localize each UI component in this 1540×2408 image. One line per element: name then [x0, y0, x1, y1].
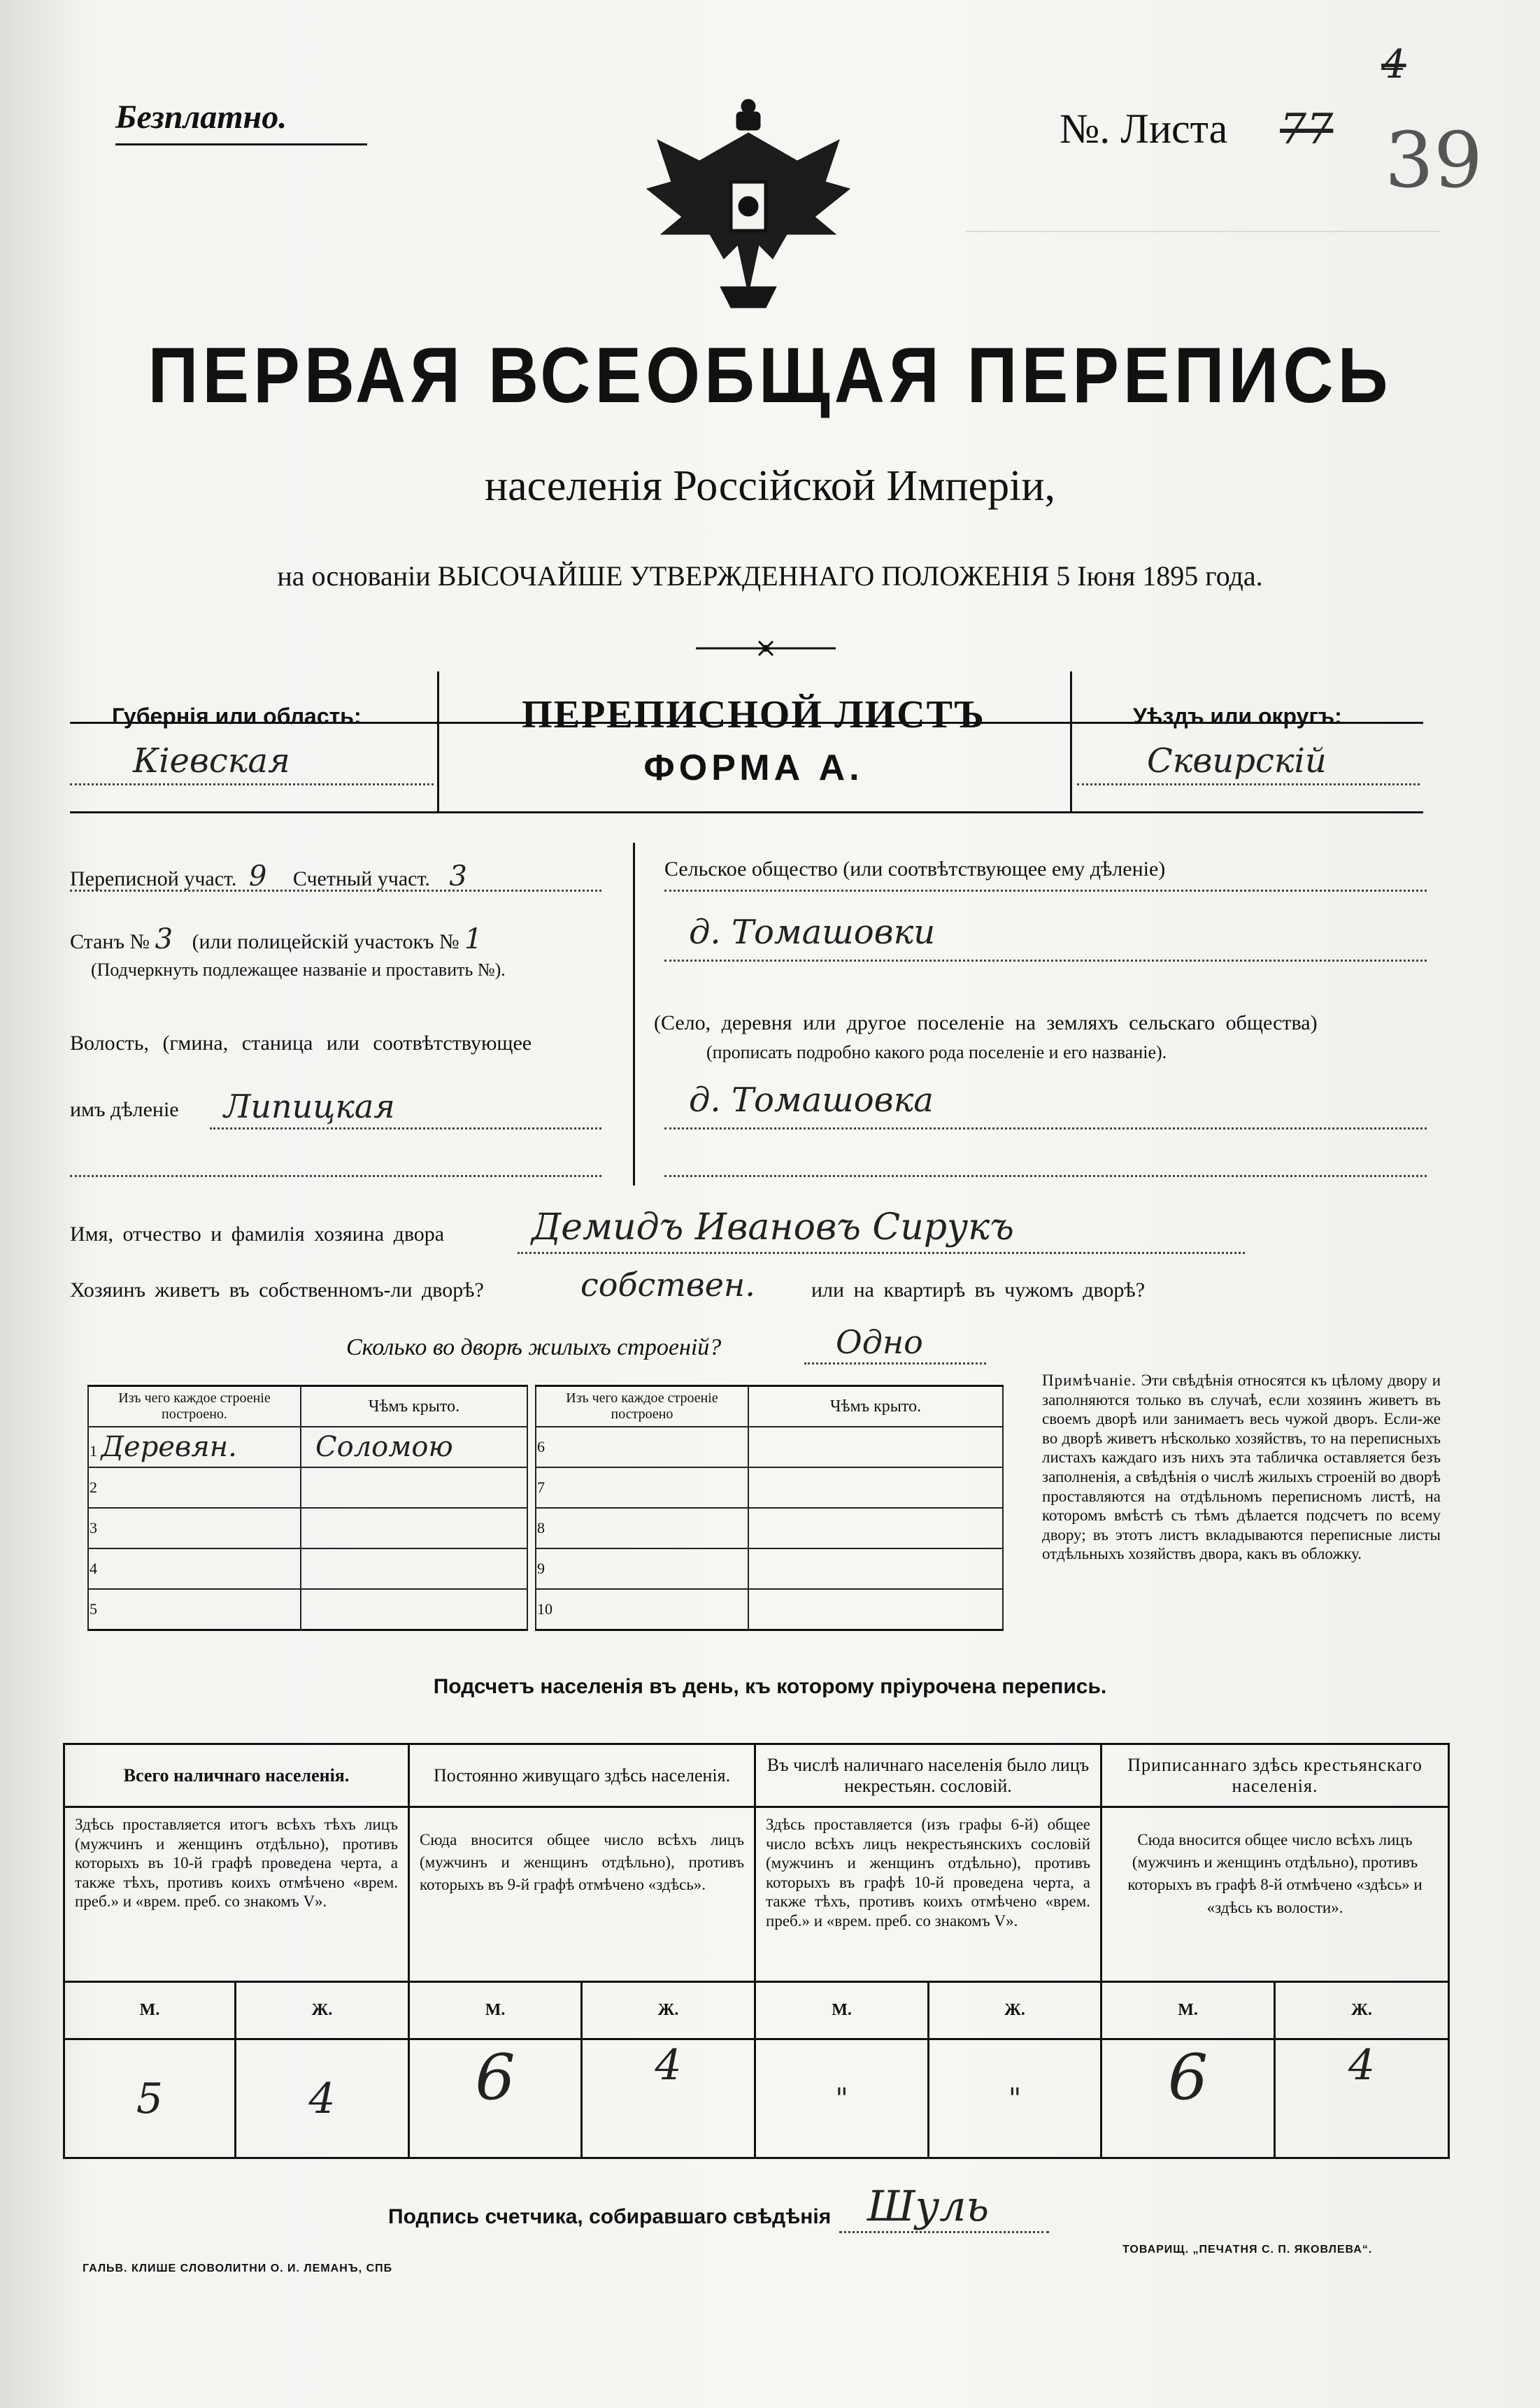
- owner-name-label: Имя, отчество и фамилія хозяина двора: [70, 1223, 445, 1246]
- structures-table-right: [535, 1385, 1004, 1631]
- structure-row: [536, 1548, 748, 1589]
- signature-label: Подпись счетчика, собиравшаго свѣдѣнія: [388, 2205, 832, 2228]
- structures-col-material: Изъ чего каждое строеніе построено.: [88, 1386, 301, 1427]
- signature-value: Шуль: [867, 2182, 990, 2231]
- structures-col-material-right: Изъ чего каждое строеніе построено: [536, 1386, 748, 1427]
- schet-value: 3: [449, 860, 467, 892]
- volost-value: Липицкая: [224, 1088, 395, 1125]
- police-no-icon: №: [439, 930, 459, 953]
- village-line-2: [664, 1175, 1427, 1177]
- sheet-number-label: №. Листа: [1060, 106, 1228, 152]
- female-count: 4: [236, 2039, 409, 2158]
- note-head: Примѣчаніе.: [1042, 1372, 1136, 1389]
- population-title: Подсчетъ населенія въ день, къ которому пріурочена перепись.: [433, 1675, 1107, 1698]
- row-number: 3: [90, 1519, 97, 1537]
- structure-row: [88, 1589, 301, 1630]
- society-line-2: [664, 960, 1427, 962]
- village-label: (Село, деревня или другое поселеніе на земляхъ сельскаго общества): [654, 1011, 1318, 1034]
- female-count: 4: [1275, 2039, 1449, 2158]
- structure-roof: Соломою: [301, 1427, 527, 1467]
- stan-label: Станъ: [70, 930, 124, 953]
- buildings-line: [804, 1362, 986, 1365]
- society-value: д. Томашовки: [689, 913, 936, 952]
- volost-label: Волость, (гмина, станица или соотвѣтствующее: [70, 1032, 532, 1055]
- structure-roof: [301, 1467, 527, 1508]
- form-box-bottom: [70, 811, 1423, 813]
- structure-row: [536, 1589, 748, 1630]
- buildings-value: Одно: [836, 1323, 923, 1361]
- owner-name-value: Демидъ Ивановъ Сирукъ: [532, 1206, 1014, 1248]
- male-count: 5: [64, 2039, 236, 2158]
- structure-roof: [748, 1548, 1003, 1589]
- row-number: 4: [90, 1560, 97, 1577]
- corner-mark: 4: [1381, 42, 1406, 87]
- male-label: М.: [1101, 1982, 1275, 2039]
- volost-line-2: [70, 1175, 601, 1177]
- structure-row: [88, 1548, 301, 1589]
- row-number: 10: [537, 1600, 552, 1618]
- structures-col-roof: Чѣмъ крыто.: [301, 1386, 527, 1427]
- row-number: 6: [537, 1438, 545, 1455]
- note-block: [1042, 1371, 1441, 1564]
- form-subtitle: ФОРМА А.: [643, 748, 864, 788]
- corner-number: 39: [1385, 115, 1483, 205]
- volost-label-2: имъ дѣленіе: [70, 1098, 179, 1121]
- gubernia-line: [70, 783, 434, 785]
- schet-label: Счетный участ.: [292, 867, 430, 890]
- group-head: Приписаннаго здѣсь крестьянскаго населенія.: [1101, 1744, 1449, 1807]
- printer-right: ТОВАРИЩ. „ПЕЧАТНЯ С. П. ЯКОВЛЕВА“.: [1122, 2244, 1373, 2256]
- volost-line: [210, 1127, 601, 1130]
- census-title: ПЕРВАЯ ВСЕОБЩАЯ ПЕРЕПИСЬ: [148, 332, 1392, 420]
- stan-row: [70, 923, 483, 955]
- female-count: 4: [582, 2039, 755, 2158]
- police-label: (или полицейскій участокъ: [192, 930, 434, 953]
- female-label: Ж.: [582, 1982, 755, 2039]
- free-label: Безплатно.: [115, 99, 287, 136]
- structures-col-roof-right: Чѣмъ крыто.: [748, 1386, 1003, 1427]
- female-label: Ж.: [1275, 1982, 1449, 2039]
- structure-row: [88, 1467, 301, 1508]
- group-head: Всего наличнаго населенія.: [64, 1744, 409, 1807]
- village-value: д. Томашовка: [689, 1081, 934, 1120]
- row-number: 5: [90, 1600, 97, 1618]
- group-head: Постоянно живущаго здѣсь населенія.: [409, 1744, 755, 1807]
- structure-row: [88, 1427, 301, 1467]
- fields-divider: [633, 843, 635, 1185]
- structure-roof: [748, 1508, 1003, 1548]
- uchast-label: Переписной участ.: [70, 867, 237, 890]
- uchast-line: [70, 890, 601, 892]
- group-desc: Сюда вносится общее число всѣхъ лицъ (мужчинъ и женщинъ отдѣльно), противъ которыхъ въ графѣ 8-й отмѣчено «здѣсь» и «здѣсь къ волости».: [1101, 1807, 1449, 1982]
- structure-roof: [301, 1548, 527, 1589]
- note-text: Эти свѣдѣнія относятся къ цѣлому двору и заполняются только въ случаѣ, если хозяинъ живетъ въ своемъ дворѣ или занимаетъ весь чужой дворъ. Если-же во дворѣ живетъ нѣсколько хозяйствъ, то на переписныхъ листахъ каждаго изъ нихъ эта табличка оставляется безъ заполненія, а свѣдѣнія о числѣ жилыхъ строеній во дворѣ проставляются на отдѣльномъ переписномъ листѣ, на которомъ вмѣстѣ съ тѣмъ дѣлается подсчетъ по всему двору; въ этотъ листъ вкладываются переписные листы отдѣльныхъ хозяйствъ двора, какъ въ обложку.: [1042, 1372, 1441, 1563]
- female-label: Ж.: [929, 1982, 1101, 2039]
- police-value: 1: [464, 923, 483, 955]
- owner-lives-label: Хозяинъ живетъ въ собственномъ-ли дворѣ?: [70, 1278, 484, 1302]
- underline-note: (Подчеркнуть подлежащее названіе и проставить №).: [91, 960, 506, 980]
- male-count: ": [755, 2039, 929, 2158]
- owner-apartment-label: или на квартирѣ въ чужомъ дворѣ?: [811, 1278, 1146, 1302]
- coat-of-arms-icon: [633, 84, 864, 322]
- village-note: (прописать подробно какого рода поселеніе и его названіе).: [706, 1042, 1167, 1062]
- uezd-value: Сквирскій: [1147, 741, 1327, 781]
- ornament-divider: [696, 638, 836, 659]
- structure-roof: [748, 1427, 1003, 1467]
- uchast-row: [70, 860, 467, 892]
- stan-value: 3: [155, 923, 173, 955]
- group-desc: Здѣсь проставляется (изъ графы 6-й) общее число всѣхъ лицъ некрестьянскихъ сословій (мужчинъ и женщинъ отдѣльно), противъ которыхъ въ графѣ 10-й проведена черта, а также тѣхъ, противъ коихъ отмѣчено «врем. преб.» и «врем. преб. со знакомъ V».: [755, 1807, 1101, 1982]
- male-label: М.: [755, 1982, 929, 2039]
- population-table: [63, 1743, 1450, 2159]
- group-desc: Сюда вносится общее число всѣхъ лицъ (мужчинъ и женщинъ отдѣльно), противъ которыхъ въ 9-й графѣ отмѣчено «здѣсь».: [409, 1807, 755, 1982]
- form-title: ПЕРЕПИСНОЙ ЛИСТЪ: [522, 693, 985, 736]
- structure-material: Деревян.: [101, 1431, 237, 1463]
- form-box-divider-right: [1070, 671, 1072, 811]
- gubernia-value: Кіевская: [133, 741, 290, 781]
- printer-left: ГАЛЬВ. КЛИШЕ СЛОВОЛИТНИ О. И. ЛЕМАНЪ, СПБ: [83, 2263, 393, 2274]
- uezd-label: Уѣздъ или округъ:: [1133, 704, 1342, 729]
- structure-roof: [301, 1508, 527, 1548]
- stan-no-icon: №: [129, 930, 150, 953]
- female-count: ": [929, 2039, 1101, 2158]
- group-desc: Здѣсь проставляется итогъ всѣхъ тѣхъ лицъ (мужчинъ и женщинъ отдѣльно), противъ которыхъ въ 10-й графѣ проведена черта, а также тѣхъ, противъ коихъ отмѣчено «врем. преб.» и «врем. преб. со знакомъ V».: [64, 1807, 409, 1982]
- buildings-label: Сколько во дворѣ жилыхъ строеній?: [346, 1334, 722, 1360]
- row-number: 2: [90, 1479, 97, 1496]
- female-label: Ж.: [236, 1982, 409, 2039]
- group-head: Въ числѣ наличнаго населенія было лицъ некрестьян. сословій.: [755, 1744, 1101, 1807]
- structure-row: [536, 1508, 748, 1548]
- signature-line: [839, 2231, 1049, 2233]
- male-label: М.: [64, 1982, 236, 2039]
- uezd-line: [1077, 783, 1420, 785]
- village-line-1: [664, 1127, 1427, 1130]
- male-count: 6: [1101, 2039, 1275, 2158]
- row-number: 7: [537, 1479, 545, 1496]
- census-basis: на основаніи ВЫСОЧАЙШЕ УТВЕРЖДЕННАГО ПОЛОЖЕНІЯ 5 Іюня 1895 года.: [277, 560, 1263, 592]
- sheet-number-value: 77: [1280, 105, 1334, 154]
- structure-row: [536, 1427, 748, 1467]
- owner-lives-value: собствен.: [580, 1266, 755, 1304]
- structure-roof: [748, 1589, 1003, 1630]
- owner-name-line: [518, 1252, 1245, 1254]
- structure-roof: [748, 1467, 1003, 1508]
- census-subtitle: населенія Россійской Имперіи,: [484, 462, 1056, 510]
- structures-table-left: [87, 1385, 528, 1631]
- structure-row: [536, 1467, 748, 1508]
- male-count: 6: [409, 2039, 582, 2158]
- society-line-1: [664, 890, 1427, 892]
- society-label: Сельское общество (или соотвѣтствующее ему дѣленіе): [664, 857, 1166, 881]
- structure-roof: [301, 1589, 527, 1630]
- male-label: М.: [409, 1982, 582, 2039]
- uchast-value: 9: [248, 860, 267, 892]
- row-number: 9: [537, 1560, 545, 1577]
- free-underline: [115, 143, 367, 145]
- structure-row: [88, 1508, 301, 1548]
- gubernia-label: Губернія или область:: [112, 704, 362, 729]
- row-number: 1: [90, 1442, 97, 1460]
- row-number: 8: [537, 1519, 545, 1537]
